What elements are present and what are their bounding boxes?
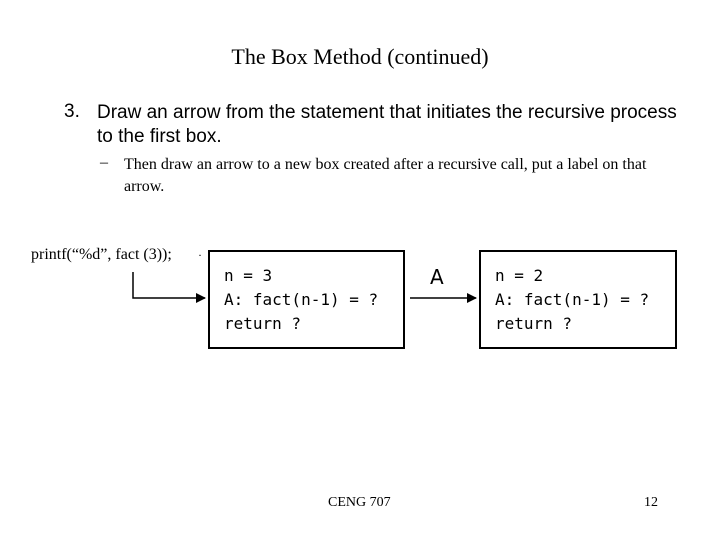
arrow-label: A <box>430 265 444 289</box>
subitem-text: Then draw an arrow to a new box created after a recursive call, put a label on that arrow. <box>124 156 647 195</box>
footer-page-number: 12 <box>644 495 658 510</box>
item-number: 3. <box>64 101 80 122</box>
subitem-bullet: – <box>100 154 108 171</box>
item-text: Draw an arrow from the statement that initiates the recursive process to the first box. <box>97 102 677 147</box>
box-1-line-2: A: fact(n-1) = ? <box>224 290 379 309</box>
box-2-line-1: n = 2 <box>495 266 544 285</box>
slide-title: The Box Method (continued) <box>231 44 489 69</box>
call-marker: · <box>198 248 202 262</box>
box-2-line-2: A: fact(n-1) = ? <box>495 290 650 309</box>
call-statement: printf(“%d”, fact (3)); <box>31 246 172 263</box>
box-1-line-3: return ? <box>224 314 302 333</box>
activation-box-2 <box>479 250 677 349</box>
box-1-line-1: n = 3 <box>224 266 273 285</box>
footer-course: CENG 707 <box>328 495 391 510</box>
box-2-line-3: return ? <box>495 314 573 333</box>
call-to-box-arrow <box>133 272 205 298</box>
activation-box-1 <box>208 250 405 349</box>
